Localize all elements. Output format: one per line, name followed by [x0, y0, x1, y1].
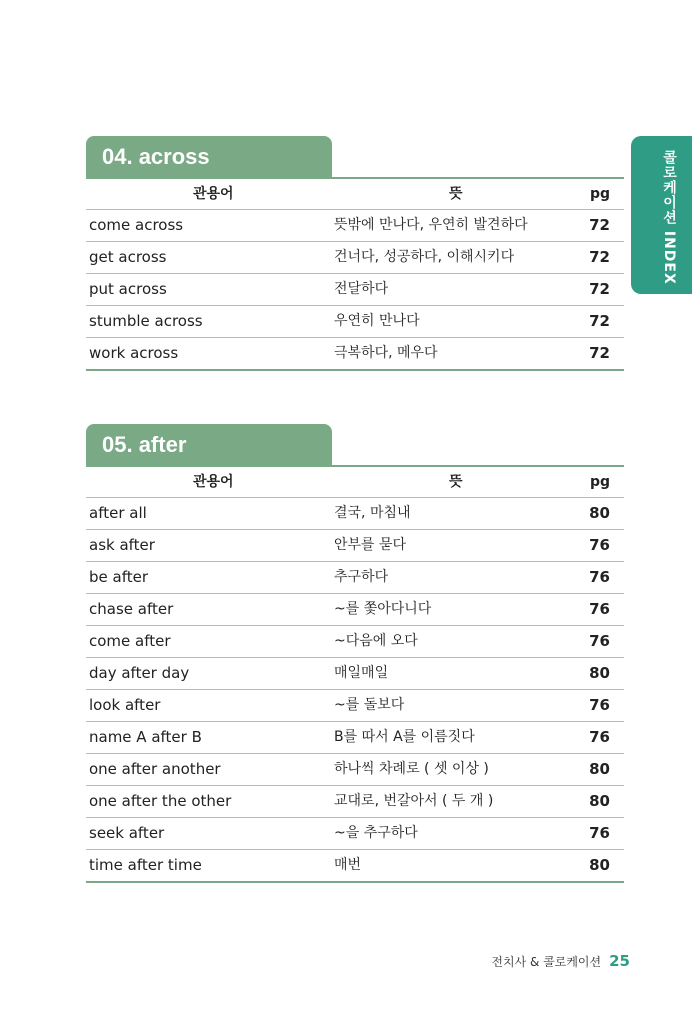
page-cell: 72 [589, 216, 610, 234]
table-row [86, 242, 624, 274]
page-cell: 80 [589, 760, 610, 778]
idiom-cell: after all [89, 504, 147, 522]
table-header-row [86, 179, 624, 210]
table-row [86, 754, 624, 786]
section-title: 04. across [86, 136, 332, 177]
column-header-meaning: 뜻 [449, 186, 463, 202]
index-side-tab-label: 콜로케이션 INDEX [661, 150, 677, 285]
index-side-tab[interactable] [631, 136, 692, 294]
table-row [86, 722, 624, 754]
meaning-cell: 매번 [334, 857, 362, 873]
idiom-cell: come after [89, 632, 171, 650]
meaning-cell: 하나씩 차례로 ( 셋 이상 ) [334, 761, 489, 777]
page-cell: 72 [589, 280, 610, 298]
page-cell: 76 [589, 824, 610, 842]
page-cell: 72 [589, 312, 610, 330]
meaning-cell: 뜻밖에 만나다, 우연히 발견하다 [334, 217, 528, 233]
idiom-cell: chase after [89, 600, 174, 618]
column-header-page: pg [589, 474, 610, 490]
meaning-cell: 건너다, 성공하다, 이해시키다 [334, 249, 515, 265]
column-header-meaning: 뜻 [449, 474, 463, 490]
table-row [86, 594, 624, 626]
meaning-cell: 전달하다 [334, 281, 389, 297]
idiom-cell: one after another [89, 760, 221, 778]
table-row [86, 626, 624, 658]
table-row [86, 562, 624, 594]
idiom-cell: seek after [89, 824, 165, 842]
page-cell: 80 [589, 856, 610, 874]
meaning-cell: ~를 쫓아다니다 [334, 601, 432, 617]
table-row [86, 530, 624, 562]
meaning-cell: 매일매일 [334, 665, 389, 681]
idiom-cell: name A after B [89, 728, 202, 746]
table-row [86, 690, 624, 722]
page-cell: 76 [589, 632, 610, 650]
meaning-cell: 극복하다, 메우다 [334, 345, 438, 361]
page-cell: 80 [589, 664, 610, 682]
table-row [86, 818, 624, 850]
table-row [86, 498, 624, 530]
idiom-cell: day after day [89, 664, 190, 682]
idiom-cell: put across [89, 280, 167, 298]
table-header-row [86, 467, 624, 498]
table-row [86, 274, 624, 306]
page-cell: 76 [589, 696, 610, 714]
page-cell: 76 [589, 568, 610, 586]
meaning-cell: 교대로, 번갈아서 ( 두 개 ) [334, 793, 494, 809]
meaning-cell: ~다음에 오다 [334, 633, 418, 649]
footer-book-title: 전치사 & 콜로케이션 [491, 955, 602, 969]
page-cell: 80 [589, 792, 610, 810]
table-row [86, 850, 624, 881]
idiom-cell: be after [89, 568, 149, 586]
footer-page-number: 25 [609, 952, 630, 970]
section-across [86, 136, 624, 371]
idiom-cell: get across [89, 248, 167, 266]
section-bottom-rule [86, 369, 624, 371]
table-row [86, 210, 624, 242]
meaning-cell: 안부를 묻다 [334, 537, 407, 553]
idiom-cell: time after time [89, 856, 202, 874]
section-after [86, 424, 624, 883]
idiom-cell: come across [89, 216, 184, 234]
section-bottom-rule [86, 881, 624, 883]
section-title: 05. after [86, 424, 332, 465]
idiom-cell: stumble across [89, 312, 203, 330]
page-cell: 72 [589, 344, 610, 362]
page-cell: 76 [589, 600, 610, 618]
meaning-cell: B를 따서 A를 이름짓다 [334, 729, 475, 745]
idiom-cell: look after [89, 696, 161, 714]
page-cell: 76 [589, 536, 610, 554]
meaning-cell: 결국, 마침내 [334, 505, 411, 521]
meaning-cell: ~를 돌보다 [334, 697, 405, 713]
column-header-idiom: 관용어 [193, 474, 234, 490]
idiom-cell: one after the other [89, 792, 232, 810]
meaning-cell: 추구하다 [334, 569, 389, 585]
meaning-cell: ~을 추구하다 [334, 825, 418, 841]
idiom-cell: work across [89, 344, 179, 362]
page-footer [491, 952, 630, 970]
table-row [86, 786, 624, 818]
column-header-page: pg [589, 186, 610, 202]
page-cell: 72 [589, 248, 610, 266]
page-cell: 76 [589, 728, 610, 746]
column-header-idiom: 관용어 [193, 186, 234, 202]
page-cell: 80 [589, 504, 610, 522]
table-row [86, 338, 624, 369]
table-row [86, 306, 624, 338]
idiom-cell: ask after [89, 536, 155, 554]
meaning-cell: 우연히 만나다 [334, 313, 420, 329]
table-row [86, 658, 624, 690]
